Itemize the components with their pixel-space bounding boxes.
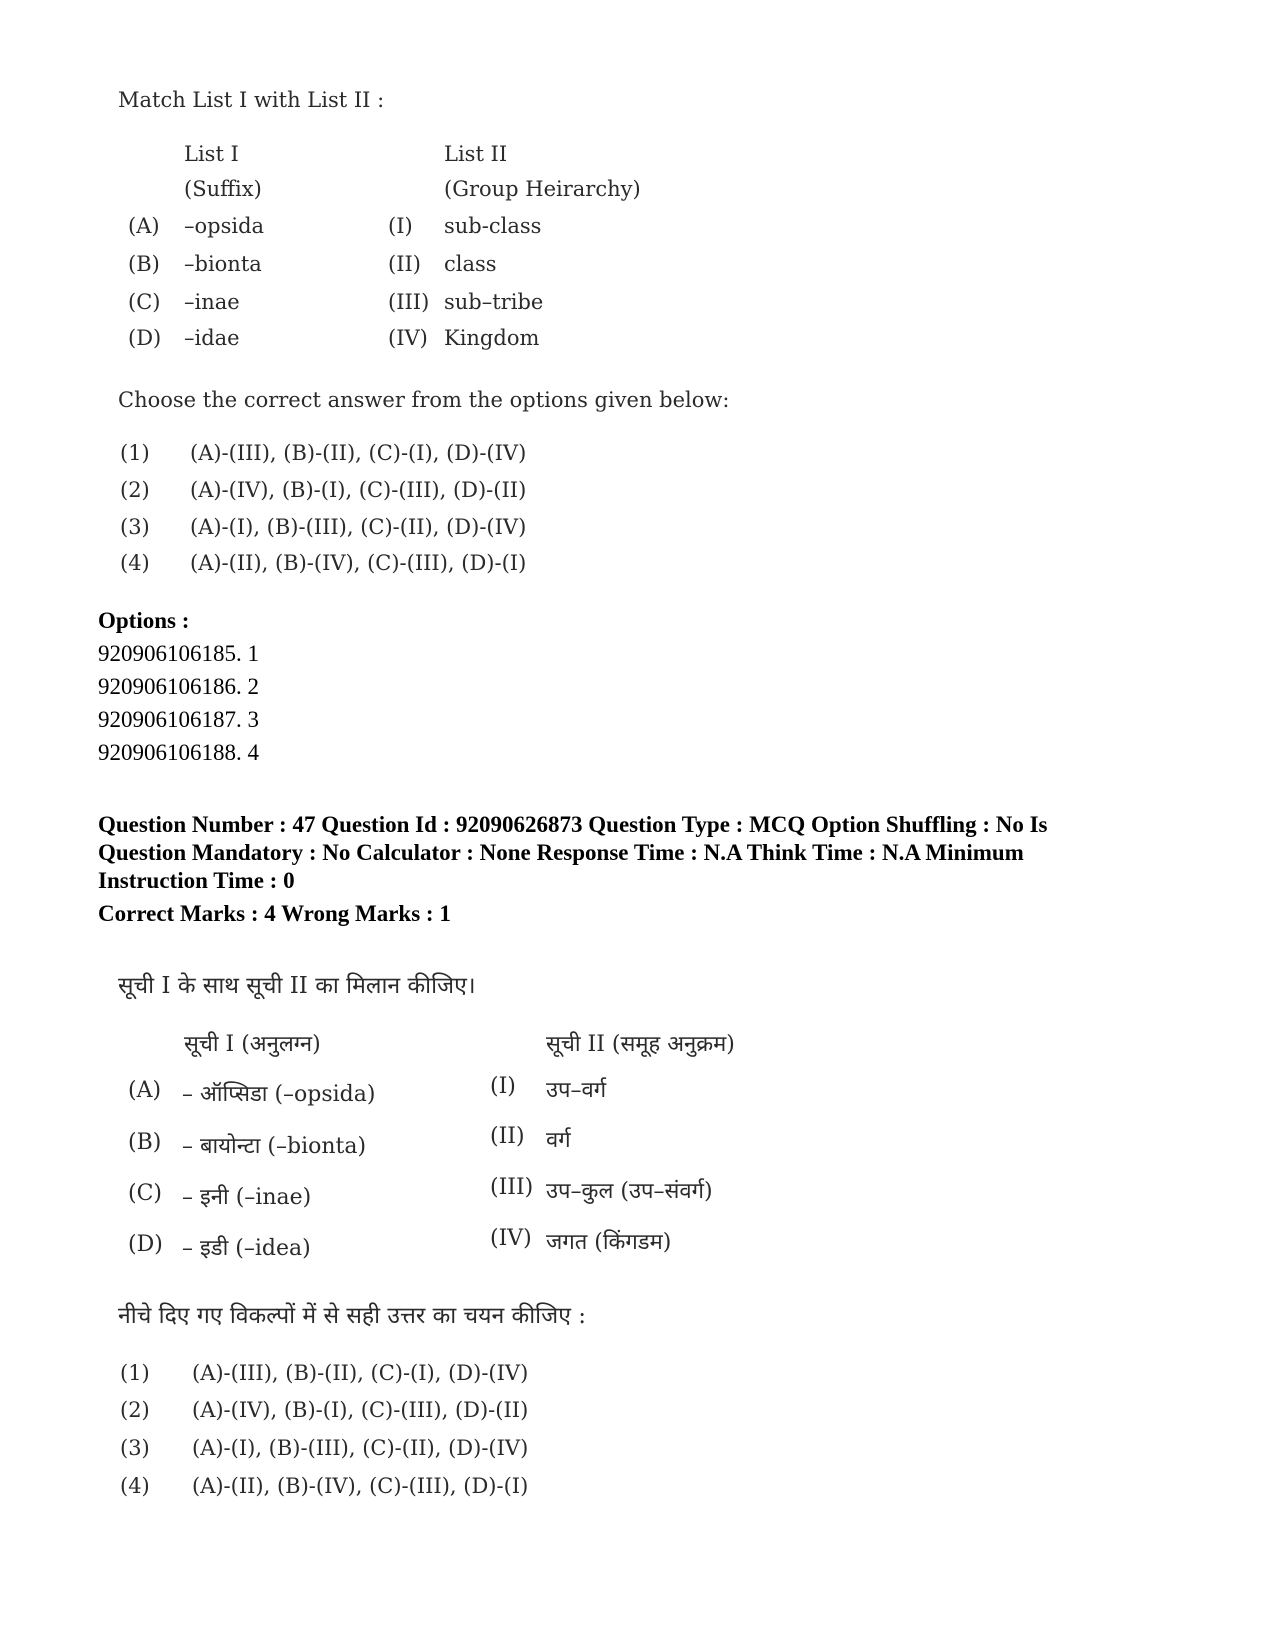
list2-heading: List II bbox=[444, 142, 508, 166]
list2-label: (I) bbox=[388, 214, 413, 238]
choice-text: (A)-(II), (B)-(IV), (C)-(III), (D)-(I) bbox=[192, 1474, 529, 1498]
choice-text: (A)-(I), (B)-(III), (C)-(II), (D)-(IV) bbox=[192, 1436, 529, 1460]
list2-label: (III) bbox=[388, 290, 430, 314]
list2-label: (I) bbox=[490, 1074, 516, 1099]
option-item: 920906106188. 4 bbox=[98, 740, 259, 765]
list1-text: – इनी (–inae) bbox=[182, 1185, 312, 1210]
list2-text: उप–वर्ग bbox=[546, 1078, 607, 1103]
list1-label: (A) bbox=[128, 214, 160, 238]
list1-text: –opsida bbox=[184, 214, 265, 238]
choice-text: (A)-(IV), (B)-(I), (C)-(III), (D)-(II) bbox=[192, 1398, 529, 1422]
choice-text: (A)-(IV), (B)-(I), (C)-(III), (D)-(II) bbox=[190, 478, 527, 502]
list2-subheading: (Group Heirarchy) bbox=[444, 177, 641, 201]
meta-line: Question Mandatory : No Calculator : None Response Time : N.A Think Time : N.A Minimum bbox=[98, 840, 1024, 865]
list1-subheading: (Suffix) bbox=[184, 177, 262, 201]
list2-label: (IV) bbox=[388, 326, 428, 350]
choice-number: (4) bbox=[120, 1474, 150, 1498]
list2-text: उप–कुल (उप–संवर्ग) bbox=[546, 1179, 713, 1204]
list2-label: (IV) bbox=[490, 1226, 532, 1251]
list1-text: –inae bbox=[184, 290, 240, 314]
option-item: 920906106186. 2 bbox=[98, 674, 259, 699]
meta-line: Instruction Time : 0 bbox=[98, 868, 295, 893]
marks-line: Correct Marks : 4 Wrong Marks : 1 bbox=[98, 901, 451, 926]
list2-label: (III) bbox=[490, 1175, 534, 1200]
list1-label: (C) bbox=[128, 290, 161, 314]
question-prompt: सूची I के साथ सूची II का मिलान कीजिए। bbox=[118, 973, 476, 999]
choice-text: (A)-(III), (B)-(II), (C)-(I), (D)-(IV) bbox=[190, 441, 527, 465]
choice-number: (4) bbox=[120, 551, 150, 575]
options-heading: Options : bbox=[98, 608, 190, 633]
list1-text: – ऑप्सिडा (–opsida) bbox=[182, 1082, 376, 1107]
list2-label: (II) bbox=[388, 252, 421, 276]
instruction: Choose the correct answer from the options given below: bbox=[118, 388, 730, 412]
list2-text: sub–tribe bbox=[444, 290, 544, 314]
question-prompt: Match List I with List II : bbox=[118, 88, 385, 112]
list1-label: (B) bbox=[128, 1130, 162, 1155]
list1-heading: List I bbox=[184, 142, 239, 166]
list2-heading: सूची II (समूह अनुक्रम) bbox=[546, 1032, 735, 1057]
list1-label: (D) bbox=[128, 326, 162, 350]
list2-text: Kingdom bbox=[444, 326, 540, 350]
list2-label: (II) bbox=[490, 1124, 525, 1149]
meta-line: Question Number : 47 Question Id : 92090626873 Question Type : MCQ Option Shuffling : No Is bbox=[98, 812, 1048, 837]
list1-text: –idae bbox=[184, 326, 240, 350]
option-item: 920906106185. 1 bbox=[98, 641, 259, 666]
list1-label: (A) bbox=[128, 1078, 162, 1103]
list1-text: – बायोन्टा (–bionta) bbox=[182, 1134, 367, 1159]
list1-heading: सूची I (अनुलग्न) bbox=[184, 1032, 321, 1057]
list1-text: – इडी (–idea) bbox=[182, 1236, 311, 1261]
list1-label: (B) bbox=[128, 252, 160, 276]
choice-number: (2) bbox=[120, 478, 150, 502]
choice-number: (1) bbox=[120, 441, 150, 465]
instruction: नीचे दिए गए विकल्पों में से सही उत्तर का चयन कीजिए : bbox=[118, 1303, 586, 1329]
choice-number: (2) bbox=[120, 1398, 150, 1422]
list2-text: sub-class bbox=[444, 214, 542, 238]
choice-text: (A)-(I), (B)-(III), (C)-(II), (D)-(IV) bbox=[190, 515, 527, 539]
list1-text: –bionta bbox=[184, 252, 262, 276]
choice-number: (3) bbox=[120, 1436, 150, 1460]
list2-text: जगत (किंगडम) bbox=[546, 1230, 672, 1255]
choice-number: (1) bbox=[120, 1361, 150, 1385]
choice-number: (3) bbox=[120, 515, 150, 539]
list1-label: (D) bbox=[128, 1232, 163, 1257]
choice-text: (A)-(III), (B)-(II), (C)-(I), (D)-(IV) bbox=[192, 1361, 529, 1385]
list2-text: वर्ग bbox=[546, 1128, 571, 1153]
option-item: 920906106187. 3 bbox=[98, 707, 259, 732]
list2-text: class bbox=[444, 252, 497, 276]
choice-text: (A)-(II), (B)-(IV), (C)-(III), (D)-(I) bbox=[190, 551, 527, 575]
list1-label: (C) bbox=[128, 1181, 162, 1206]
